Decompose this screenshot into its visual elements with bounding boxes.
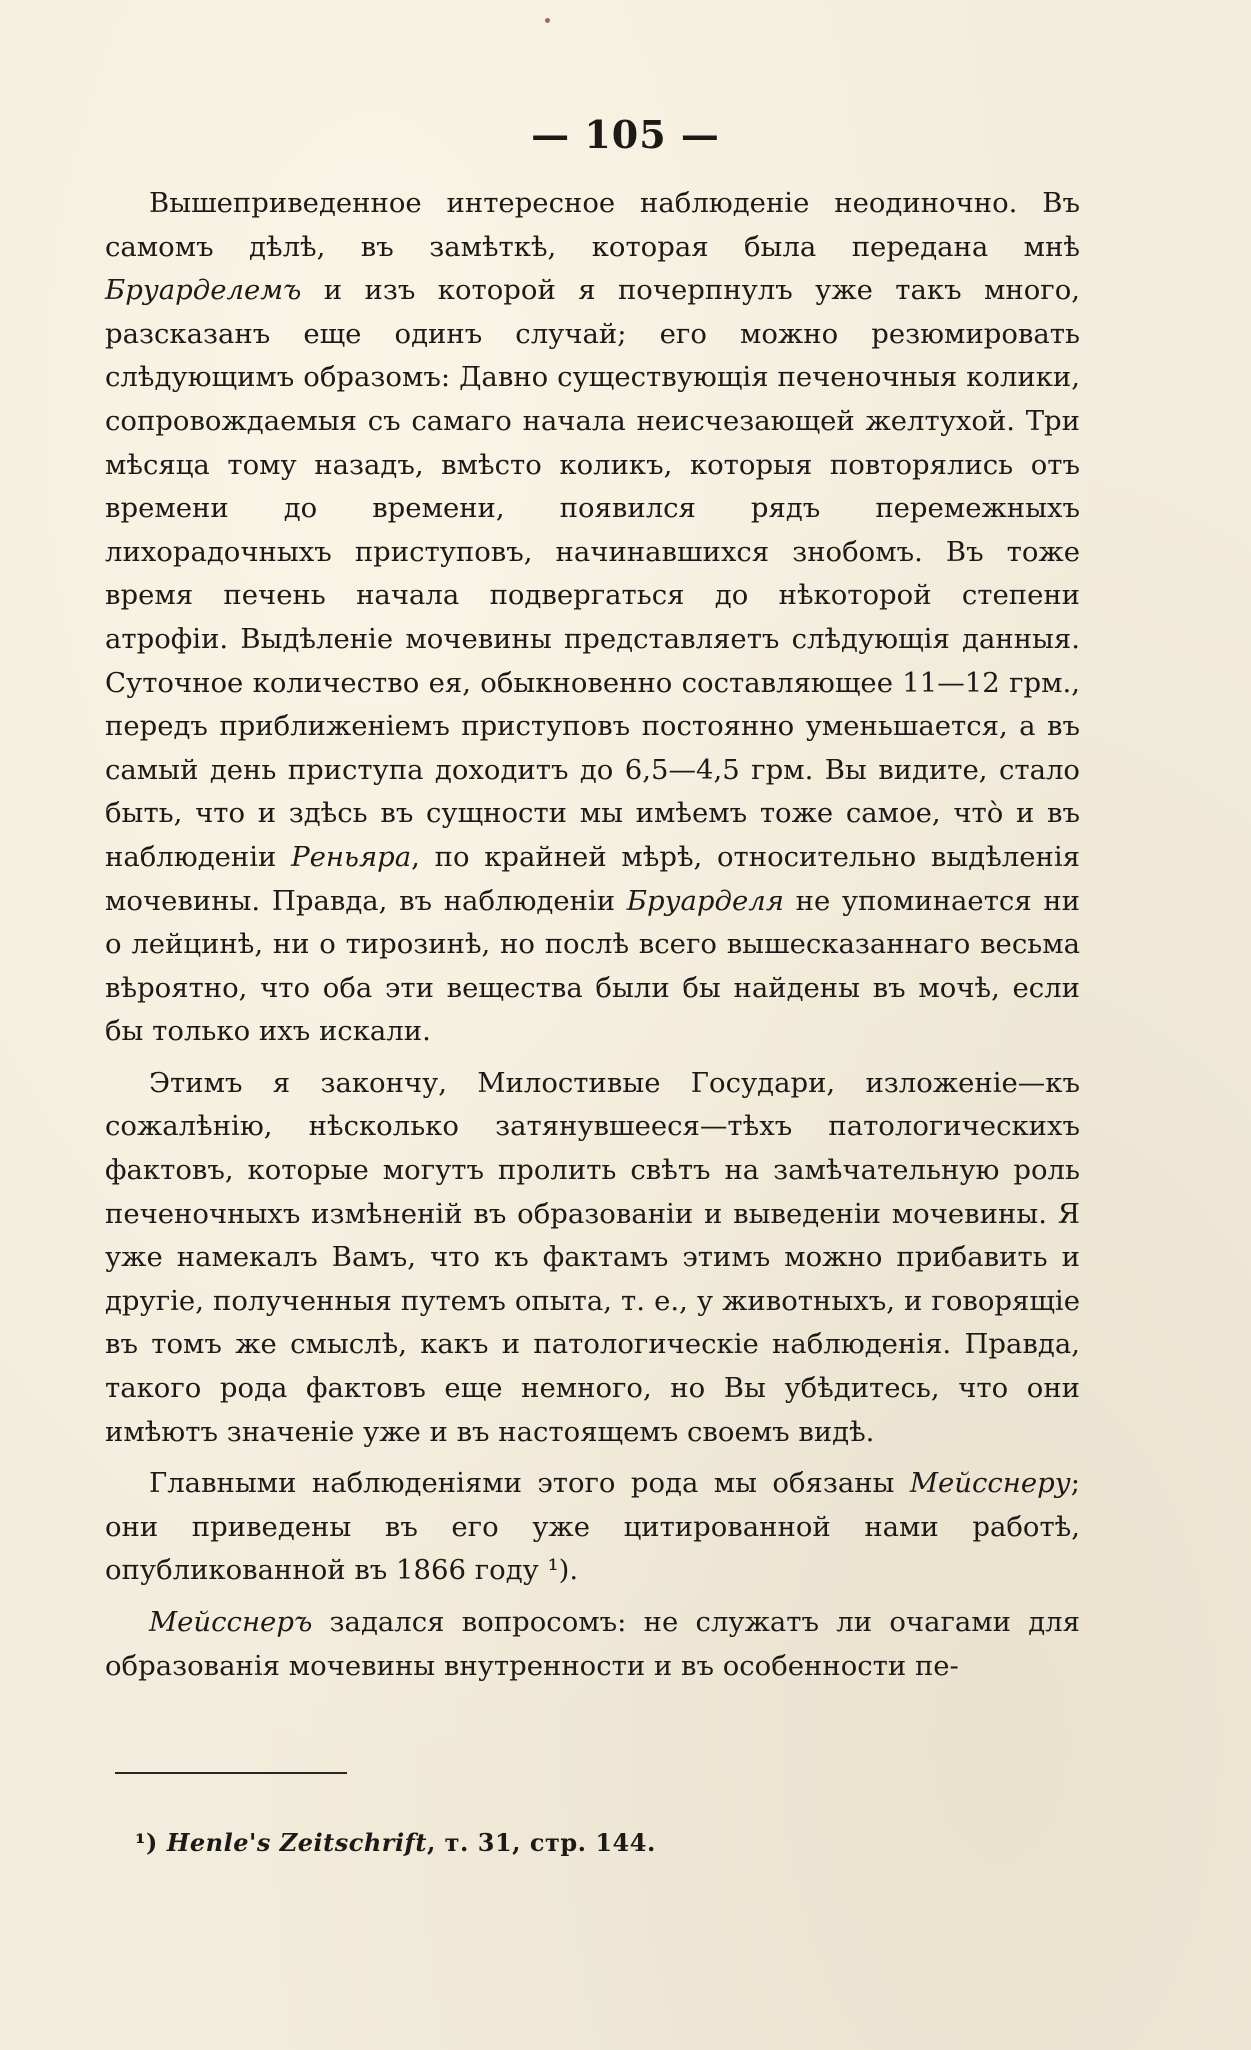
paragraph: [105, 182, 1080, 1054]
text-run: , по крайней мѣрѣ, относительно выдѣленія мочевины. Правда, въ наблюденіи: [105, 840, 1080, 917]
text-run: не упоминается ни о лейцинѣ, ни о тирозинѣ, но послѣ всего вышесказаннаго весьма вѣроятно, что оба эти вещества были бы найдены въ мочѣ, если бы только ихъ искали.: [105, 884, 1081, 1048]
text-run: ; они приведены въ его уже цитированной нами работѣ, опубликованной въ 1866 году ¹).: [105, 1467, 1080, 1587]
page-number: — 105 —: [531, 112, 720, 157]
author-name: Бруарделемъ: [105, 274, 302, 307]
text-run: задался вопросомъ: не служатъ ли очагами для образованія мочевины внутренности и въ особенности пе-: [105, 1606, 1080, 1682]
footnote-separator: [115, 1772, 347, 1774]
paragraph: [105, 1062, 1080, 1454]
paragraph: [105, 1601, 1080, 1688]
text-run: Вышеприведенное интересное наблюденіе неодиночно. Въ самомъ дѣлѣ, въ замѣткѣ, которая была передана мнѣ: [105, 187, 1080, 263]
author-name: Бруарделя: [626, 884, 784, 917]
ink-speck: [545, 18, 550, 23]
author-name: Мейсснеръ: [149, 1606, 313, 1638]
text-run: Главными наблюденіями этого рода мы обязаны: [149, 1467, 910, 1500]
footnote-reference: , т. 31, стр. 144.: [426, 1828, 656, 1857]
author-name: Мейсснеру: [909, 1467, 1071, 1500]
footnote-journal: Henle's Zeitschrift: [166, 1828, 427, 1857]
footnote: [135, 1828, 656, 1857]
text-run: и изъ которой я почерпнулъ уже такъ много, разсказанъ еще одинъ случай; его можно резюмировать слѣдующимъ образомъ: Давно существующія печеночныя колики, сопровождаемыя съ самаго начала неисчезающей желтухой. Три мѣсяца тому назадъ, вмѣсто коликъ, которыя повторялись отъ времени до времени, появился рядъ перемежныхъ лихорадочныхъ приступовъ, начинавшихся знобомъ. Въ тоже время печень начала подвергаться до нѣкоторой степени атрофіи. Выдѣленіе мочевины представляетъ слѣдующія данныя. Суточное количество ея, обыкновенно составляющее 11—12 грм., передъ приближеніемъ приступовъ постоянно уменьшается, а въ самый день приступа доходитъ до 6,5—4,5 грм. Вы видите, стало быть, что и здѣсь въ сущности мы имѣемъ тоже самое, что̀ и въ наблюденіи: [105, 274, 1080, 873]
paragraph: [105, 1462, 1080, 1593]
text-run: Этимъ я закончу, Милостивые Государи, изложеніе—къ сожалѣнію, нѣсколько затянувшееся—тѣхъ патологическихъ фактовъ, которые могутъ пролить свѣтъ на замѣчательную роль печеночныхъ измѣненій въ образованіи и выведеніи мочевины. Я уже намекалъ Вамъ, что къ фактамъ этимъ можно прибавить и другіе, полученныя путемъ опыта, т. е., у животныхъ, и говорящіе въ томъ же смыслѣ, какъ и патологическіе наблюденія. Правда, такого рода фактовъ еще немного, но Вы убѣдитесь, что они имѣютъ значеніе уже и въ настоящемъ своемъ видѣ.: [105, 1066, 1080, 1448]
footnote-marker: ¹): [135, 1828, 158, 1857]
page-body: [105, 182, 1080, 1696]
author-name: Реньяра: [291, 840, 412, 873]
